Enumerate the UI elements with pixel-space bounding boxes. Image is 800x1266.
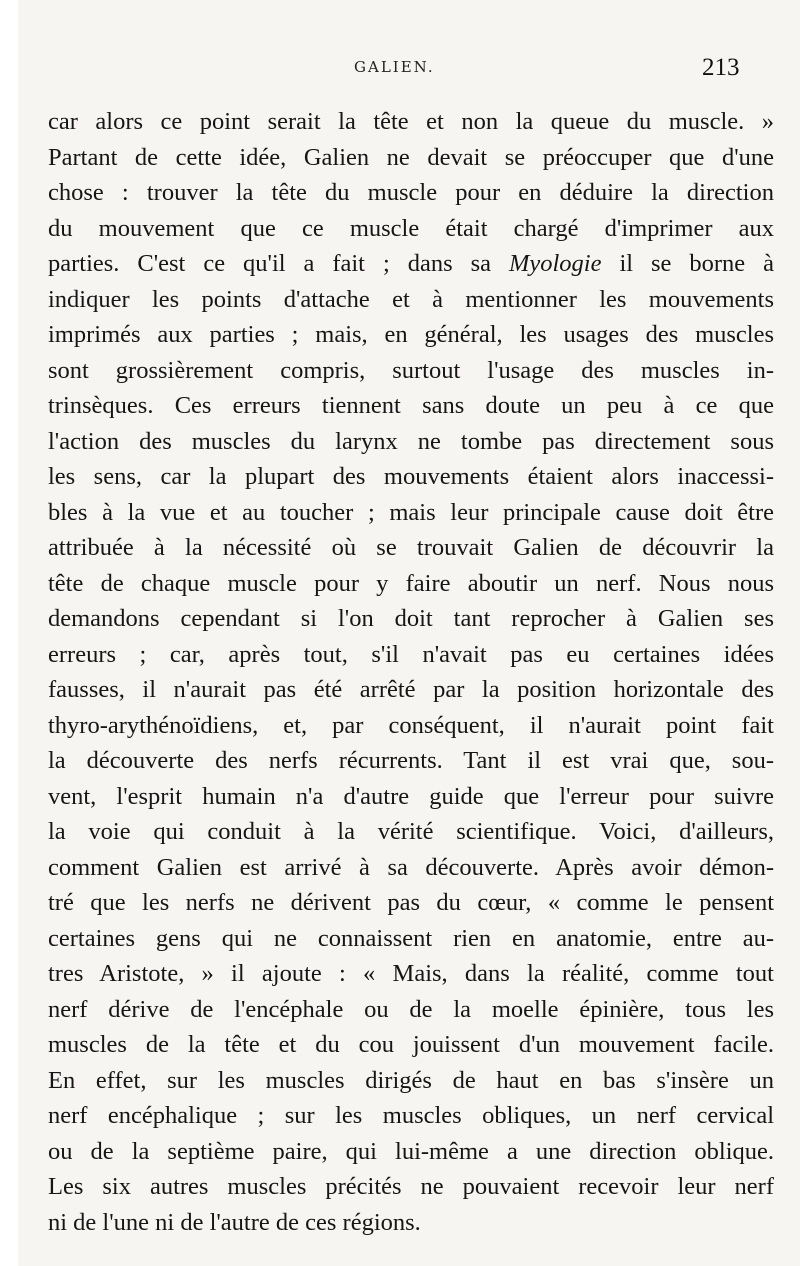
text-line: Les six autres muscles précités ne pouvaient recevoir leur nerf xyxy=(48,1173,774,1200)
text-line xyxy=(48,246,774,282)
text-line: ni de l'une ni de l'autre de ces régions. xyxy=(48,1208,421,1236)
text-line: erreurs ; car, après tout, s'il n'avait pas eu certaines idées xyxy=(48,640,774,668)
page-number: 213 xyxy=(702,54,740,81)
text-line: la voie qui conduit à la vérité scientifique. Voici, d'ailleurs, xyxy=(48,818,774,845)
text-line: vent, l'esprit humain n'a d'autre guide que l'erreur pour suivre xyxy=(48,782,774,810)
text-line: certaines gens qui ne connaissent rien en anatomie, entre au- xyxy=(48,924,774,952)
scan-margin xyxy=(0,0,18,1266)
text-line: trinsèques. Ces erreurs tiennent sans doute un peu à ce que xyxy=(48,392,774,419)
text-line: tres Aristote, » il ajoute : « Mais, dans la réalité, comme tout xyxy=(48,960,774,987)
text-line: car alors ce point serait la tête et non la queue du muscle. » xyxy=(48,108,774,135)
book-page xyxy=(18,0,800,1266)
text-line: fausses, il n'aurait pas été arrêté par la position horizontale des xyxy=(48,676,774,703)
text-line: bles à la vue et au toucher ; mais leur principale cause doit être xyxy=(48,498,774,526)
text-line: nerf dérive de l'encéphale ou de la moelle épinière, tous les xyxy=(48,995,774,1023)
text-line: nerf encéphalique ; sur les muscles obliques, un nerf cervical xyxy=(48,1102,774,1129)
running-head xyxy=(18,54,800,84)
text-run: il se borne à xyxy=(601,250,774,277)
text-line: Partant de cette idée, Galien ne devait se préoccuper que d'une xyxy=(48,143,774,171)
text-line: ou de la septième paire, qui lui-même a une direction oblique. xyxy=(48,1137,774,1165)
text-line: les sens, car la plupart des mouvements étaient alors inaccessi- xyxy=(48,463,774,490)
text-line: du mouvement que ce muscle était chargé d'imprimer aux xyxy=(48,214,774,242)
running-title: GALIEN. xyxy=(354,58,435,76)
text-run: parties. C'est ce qu'il a fait ; dans sa xyxy=(48,250,509,277)
text-line: chose : trouver la tête du muscle pour en déduire la direction xyxy=(48,179,774,206)
italic-title: Myologie xyxy=(508,250,602,277)
text-line: indiquer les points d'attache et à mentionner les mouvements xyxy=(48,285,774,313)
text-line: attribuée à la nécessité où se trouvait Galien de découvrir la xyxy=(48,534,774,561)
text-line: demandons cependant si l'on doit tant reprocher à Galien ses xyxy=(48,605,774,632)
text-line: tête de chaque muscle pour y faire aboutir un nerf. Nous nous xyxy=(48,569,774,597)
text-line: comment Galien est arrivé à sa découverte. Après avoir démon- xyxy=(48,853,774,881)
text-line: imprimés aux parties ; mais, en général, les usages des muscles xyxy=(48,321,774,348)
text-line: la découverte des nerfs récurrents. Tant il est vrai que, sou- xyxy=(48,747,774,774)
text-line: tré que les nerfs ne dérivent pas du cœur, « comme le pensent xyxy=(48,889,774,916)
body-paragraph xyxy=(48,104,774,1240)
text-line: muscles de la tête et du cou jouissent d'un mouvement facile. xyxy=(48,1031,774,1058)
text-line: En effet, sur les muscles dirigés de haut en bas s'insère un xyxy=(48,1066,774,1094)
text-line: thyro-arythénoïdiens, et, par conséquent, il n'aurait point fait xyxy=(48,711,774,739)
text-line: l'action des muscles du larynx ne tombe pas directement sous xyxy=(48,427,774,455)
text-line: sont grossièrement compris, surtout l'usage des muscles in- xyxy=(48,356,774,384)
